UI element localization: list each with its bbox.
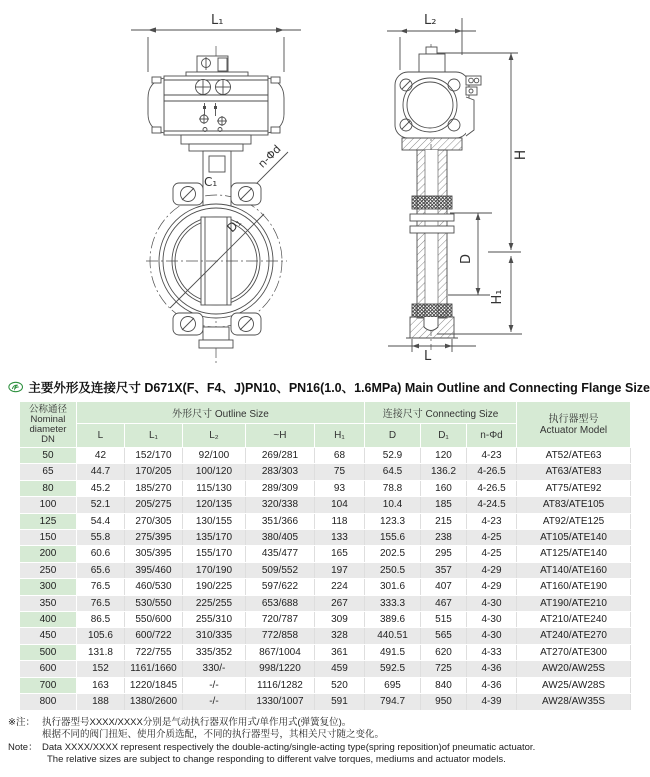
header-col-L1: L₁ (124, 424, 182, 448)
flange-lug (231, 313, 261, 335)
value-cell: AT160/ATE190 (517, 579, 631, 595)
value-cell: 695 (365, 677, 421, 693)
technical-drawing-area (0, 0, 650, 374)
value-cell: 255/310 (182, 612, 245, 628)
dim-label-D: D (459, 253, 474, 265)
table-row (19, 595, 630, 611)
dn-cell: 600 (19, 661, 76, 677)
value-cell: 283/303 (245, 464, 314, 480)
value-cell: -/- (182, 677, 245, 693)
value-cell: 725 (421, 661, 467, 677)
value-cell: 93 (314, 480, 364, 496)
table-row (19, 530, 630, 546)
flange-lug (173, 313, 203, 335)
value-cell: 10.4 (365, 497, 421, 513)
value-cell: 4-30 (467, 595, 517, 611)
dim-label-n-phi-d: n-Φd (255, 142, 284, 171)
dimension-spec-table (19, 401, 631, 711)
air-port-icon (195, 79, 211, 95)
table-row (19, 694, 630, 710)
value-cell: 467 (421, 595, 467, 611)
dim-label-L1: L₁ (211, 13, 224, 28)
table-row (19, 661, 630, 677)
value-cell: 188 (76, 694, 124, 710)
table-row (19, 612, 630, 628)
header-actuator-model: 执行器型号 Actuator Model (517, 402, 631, 448)
header-connecting-size-group: 连接尺寸 Connecting Size (365, 402, 517, 424)
value-cell: 152 (76, 661, 124, 677)
footnotes (8, 717, 650, 767)
table-row (19, 480, 630, 496)
header-col-H: ~H (245, 424, 314, 448)
header-col-D: D (365, 424, 421, 448)
value-cell: 42 (76, 448, 124, 464)
value-cell: AT270/ATE300 (517, 644, 631, 660)
header-col-n-phi-d: n-Φd (467, 424, 517, 448)
actuator-end-cap-right (268, 77, 284, 133)
value-cell: 653/688 (245, 595, 314, 611)
value-cell: AT210/ATE240 (517, 612, 631, 628)
note-zh (8, 717, 650, 742)
value-cell: 395/460 (124, 562, 182, 578)
value-cell: 840 (421, 677, 467, 693)
value-cell: 1161/1660 (124, 661, 182, 677)
namur-connector (186, 56, 248, 76)
value-cell: 133 (314, 530, 364, 546)
value-cell: 565 (421, 628, 467, 644)
value-cell: 250.5 (365, 562, 421, 578)
dim-label-H: H (513, 149, 529, 161)
dim-H (488, 53, 529, 252)
header-col-L: L (76, 424, 124, 448)
value-cell: 407 (421, 579, 467, 595)
dim-label-L2: L₂ (424, 13, 437, 28)
value-cell: AT190/ATE210 (517, 595, 631, 611)
dim-label-H1: H₁ (490, 289, 505, 305)
note-zh-line1: 执行器型号XXXX/XXXX分别是气动执行器双作用式/单作用式(弹簧复位)。 (42, 716, 352, 728)
value-cell: 440.51 (365, 628, 421, 644)
value-cell: 45.2 (76, 480, 124, 496)
value-cell: AT52/ATE63 (517, 448, 631, 464)
value-cell: 309 (314, 612, 364, 628)
front-view (131, 13, 301, 364)
value-cell: 165 (314, 546, 364, 562)
dim-label-C1: C₁ (204, 175, 218, 189)
value-cell: 597/622 (245, 579, 314, 595)
table-row (19, 644, 630, 660)
value-cell: 4-29 (467, 562, 517, 578)
value-cell: 4-29 (467, 579, 517, 595)
value-cell: 120 (421, 448, 467, 464)
note-zh-line2: 根据不同的阀门扭矩、使用介质选配，不同的执行器型号，其相关尺寸随之变化。 (42, 729, 385, 740)
value-cell: 120/135 (182, 497, 245, 513)
valve-body-front (146, 183, 287, 348)
value-cell: AT105/ATE140 (517, 530, 631, 546)
value-cell: 155/170 (182, 546, 245, 562)
value-cell: 4-33 (467, 644, 517, 660)
value-cell: 301.6 (365, 579, 421, 595)
value-cell: 163 (76, 677, 124, 693)
value-cell: 4-23 (467, 513, 517, 529)
value-cell: 4-36 (467, 677, 517, 693)
spec-table-body (19, 448, 630, 711)
dn-cell: 200 (19, 546, 76, 562)
value-cell: 950 (421, 694, 467, 710)
note-en-label: Note： (8, 741, 38, 753)
value-cell: 4-23 (467, 448, 517, 464)
flange-lug (173, 183, 203, 205)
value-cell: 60.6 (76, 546, 124, 562)
header-outline-size-group: 外形尺寸 Outline Size (76, 402, 364, 424)
value-cell: AT63/ATE83 (517, 464, 631, 480)
value-cell: 328 (314, 628, 364, 644)
value-cell: 380/405 (245, 530, 314, 546)
value-cell: AW28/AW35S (517, 694, 631, 710)
header-col-H1: H₁ (314, 424, 364, 448)
value-cell: 52.9 (365, 448, 421, 464)
table-row (19, 513, 630, 529)
table-row (19, 497, 630, 513)
value-cell: AT83/ATE105 (517, 497, 631, 513)
dn-cell: 400 (19, 612, 76, 628)
dn-cell: 250 (19, 562, 76, 578)
value-cell: 722/755 (124, 644, 182, 660)
value-cell: 591 (314, 694, 364, 710)
value-cell: 4-26.5 (467, 480, 517, 496)
value-cell: 65.6 (76, 562, 124, 578)
note-en-line1: Data XXXX/XXXX represent respectively the double-acting/single-acting type(spring reposition)of pneumatic actuator. (42, 741, 536, 753)
position-indicator (419, 47, 445, 72)
value-cell: 520 (314, 677, 364, 693)
value-cell: 289/309 (245, 480, 314, 496)
brand-logo-icon (8, 379, 23, 395)
value-cell: 460/530 (124, 579, 182, 595)
value-cell: 76.5 (76, 579, 124, 595)
value-cell: 55.8 (76, 530, 124, 546)
value-cell: -/- (182, 694, 245, 710)
dim-label-D1: D₁ (224, 215, 245, 236)
flange-lug (231, 183, 261, 205)
value-cell: 4-26.5 (467, 464, 517, 480)
value-cell: 333.3 (365, 595, 421, 611)
header-col-D1: D₁ (421, 424, 467, 448)
value-cell: 550/600 (124, 612, 182, 628)
value-cell: 361 (314, 644, 364, 660)
table-row (19, 448, 630, 464)
value-cell: 170/190 (182, 562, 245, 578)
value-cell: 1220/1845 (124, 677, 182, 693)
value-cell: 592.5 (365, 661, 421, 677)
value-cell: 68 (314, 448, 364, 464)
value-cell: 267 (314, 595, 364, 611)
table-row (19, 562, 630, 578)
value-cell: 202.5 (365, 546, 421, 562)
value-cell: AW25/AW28S (517, 677, 631, 693)
dn-cell: 100 (19, 497, 76, 513)
value-cell: 269/281 (245, 448, 314, 464)
value-cell: 357 (421, 562, 467, 578)
table-row (19, 677, 630, 693)
value-cell: 118 (314, 513, 364, 529)
value-cell: 100/120 (182, 464, 245, 480)
dim-L (388, 339, 476, 364)
note-en (8, 742, 650, 767)
value-cell: 224 (314, 579, 364, 595)
value-cell: 459 (314, 661, 364, 677)
value-cell: 4-25 (467, 530, 517, 546)
value-cell: 78.8 (365, 480, 421, 496)
value-cell: 86.5 (76, 612, 124, 628)
value-cell: 295 (421, 546, 467, 562)
value-cell: 4-25 (467, 546, 517, 562)
value-cell: 772/858 (245, 628, 314, 644)
value-cell: 105.6 (76, 628, 124, 644)
value-cell: 123.3 (365, 513, 421, 529)
value-cell: 160 (421, 480, 467, 496)
value-cell: AT125/ATE140 (517, 546, 631, 562)
value-cell: 330/- (182, 661, 245, 677)
value-cell: 1116/1282 (245, 677, 314, 693)
valve-outline-drawing (0, 0, 650, 374)
value-cell: 44.7 (76, 464, 124, 480)
dim-D (448, 213, 492, 295)
value-cell: 4-30 (467, 612, 517, 628)
dn-cell: 125 (19, 513, 76, 529)
header-nominal-diameter: 公称通径 Nominal diameter DN (19, 402, 76, 448)
actuator-side (395, 72, 481, 138)
value-cell: 491.5 (365, 644, 421, 660)
value-cell: AW20/AW25S (517, 661, 631, 677)
value-cell: 215 (421, 513, 467, 529)
value-cell: 4-39 (467, 694, 517, 710)
value-cell: 131.8 (76, 644, 124, 660)
actuator-front (148, 76, 284, 135)
value-cell: 389.6 (365, 612, 421, 628)
section-title: 主要外形及连接尺寸 D671X(F、F4、J)PN10、PN16(1.0、1.6MPa) Main Outline and Connecting Flange Size (28, 381, 650, 395)
value-cell: AT140/ATE160 (517, 562, 631, 578)
value-cell: 92/100 (182, 448, 245, 464)
value-cell: AT75/ATE92 (517, 480, 631, 496)
value-cell: 794.7 (365, 694, 421, 710)
value-cell: 52.1 (76, 497, 124, 513)
value-cell: 170/205 (124, 464, 182, 480)
value-cell: 135/170 (182, 530, 245, 546)
value-cell: 435/477 (245, 546, 314, 562)
value-cell: 275/395 (124, 530, 182, 546)
value-cell: 1380/2600 (124, 694, 182, 710)
header-col-L2: L₂ (182, 424, 245, 448)
value-cell: 509/552 (245, 562, 314, 578)
table-row (19, 546, 630, 562)
value-cell: 130/155 (182, 513, 245, 529)
dn-cell: 800 (19, 694, 76, 710)
value-cell: 190/225 (182, 579, 245, 595)
actuator-end-cap-left (148, 77, 164, 133)
note-zh-label: ※注： (8, 716, 35, 728)
value-cell: 305/395 (124, 546, 182, 562)
dn-cell: 80 (19, 480, 76, 496)
value-cell: 197 (314, 562, 364, 578)
value-cell: 515 (421, 612, 467, 628)
value-cell: 54.4 (76, 513, 124, 529)
dn-cell: 150 (19, 530, 76, 546)
value-cell: 335/352 (182, 644, 245, 660)
value-cell: 270/305 (124, 513, 182, 529)
value-cell: 620 (421, 644, 467, 660)
table-row (19, 464, 630, 480)
value-cell: 104 (314, 497, 364, 513)
value-cell: 351/366 (245, 513, 314, 529)
dn-cell: 700 (19, 677, 76, 693)
dn-cell: 450 (19, 628, 76, 644)
value-cell: 4-36 (467, 661, 517, 677)
table-row (19, 579, 630, 595)
value-cell: 185 (421, 497, 467, 513)
value-cell: 998/1220 (245, 661, 314, 677)
note-en-line2: The relative sizes are subject to change responding to different valve torques, mediums and actuator models. (47, 754, 506, 765)
dim-label-L: L (424, 349, 432, 364)
value-cell: AT92/ATE125 (517, 513, 631, 529)
value-cell: 64.5 (365, 464, 421, 480)
value-cell: 185/270 (124, 480, 182, 496)
value-cell: 152/170 (124, 448, 182, 464)
dn-cell: 350 (19, 595, 76, 611)
value-cell: 4-24.5 (467, 497, 517, 513)
value-cell: 720/787 (245, 612, 314, 628)
value-cell: 600/722 (124, 628, 182, 644)
value-cell: 76.5 (76, 595, 124, 611)
value-cell: 310/335 (182, 628, 245, 644)
value-cell: 155.6 (365, 530, 421, 546)
dn-cell: 50 (19, 448, 76, 464)
value-cell: 4-30 (467, 628, 517, 644)
mounting-flange (402, 138, 462, 150)
value-cell: 136.2 (421, 464, 467, 480)
air-port-icon (215, 79, 231, 95)
value-cell: 1330/1007 (245, 694, 314, 710)
value-cell: 320/338 (245, 497, 314, 513)
side-view (387, 13, 529, 364)
section-title-bar (8, 378, 650, 396)
table-row (19, 628, 630, 644)
dn-cell: 300 (19, 579, 76, 595)
value-cell: 205/275 (124, 497, 182, 513)
value-cell: 225/255 (182, 595, 245, 611)
value-cell: 238 (421, 530, 467, 546)
value-cell: 115/130 (182, 480, 245, 496)
dn-cell: 65 (19, 464, 76, 480)
value-cell: 530/550 (124, 595, 182, 611)
valve-body-side (406, 150, 458, 338)
value-cell: 867/1004 (245, 644, 314, 660)
value-cell: 75 (314, 464, 364, 480)
dn-cell: 500 (19, 644, 76, 660)
value-cell: AT240/ATE270 (517, 628, 631, 644)
